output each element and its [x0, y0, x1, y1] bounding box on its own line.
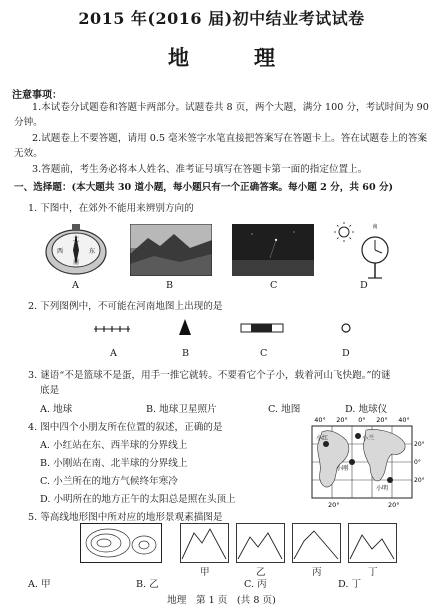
q5-label-yi: 乙	[256, 567, 266, 578]
q1-option-a: A	[72, 280, 79, 291]
q5-option-c: C. 丙	[244, 579, 267, 590]
sun-clock-image	[330, 220, 400, 282]
compass-west-label: 西	[56, 248, 64, 255]
compass-image	[42, 222, 110, 278]
note-item-1: 1.本试卷分试题卷和答题卡两部分。试题卷共 8 页，两个大题，满分 100 分，考试时间为 90 分钟。	[14, 102, 429, 128]
mountain-peak-symbol	[178, 318, 192, 336]
compass-east-label: 东	[88, 248, 96, 255]
map-top-label-5: 40°	[398, 416, 410, 424]
q3-option-c: C. 地图	[268, 404, 301, 415]
q4-option-d: D. 小明所在的地方正午的太阳总是照在头顶上	[40, 494, 236, 505]
question-3-stem-line2: 底是	[40, 385, 60, 396]
compass-north-label: 北	[72, 236, 80, 243]
night-sky-photo	[232, 224, 314, 276]
map-name-xiaogang: 小刚	[336, 465, 349, 472]
scale-bar-symbol	[240, 322, 284, 334]
q5-label-ding: 丁	[368, 567, 378, 578]
q2-option-d: D	[342, 348, 350, 359]
map-name-xiaoming: 小明	[376, 485, 389, 492]
subject-title: 地 理	[168, 45, 297, 70]
q3-option-d: D. 地球仪	[345, 404, 388, 415]
settlement-circle-symbol	[340, 322, 352, 334]
map-top-label-4: 20°	[376, 416, 388, 424]
landscape-sketches	[180, 523, 400, 563]
q5-label-jia: 甲	[200, 567, 210, 578]
q2-option-a: A	[110, 348, 117, 359]
map-right-label-2: 0°	[414, 459, 421, 466]
note-item-2: 2.试题卷上不要答题，请用 0.5 毫米签字水笔直接把答案写在答题卡上。答在试题卷上的答案无效。	[14, 133, 428, 159]
map-top-label-1: 40°	[314, 416, 326, 424]
section-1-heading: 一、选择题：(本大题共 30 道小题，每小题只有一个正确答案。每小题 2 分，共 60 分)	[14, 182, 394, 193]
q2-option-b: B	[182, 348, 190, 359]
page-footer: 地理 第 1 页 (共 8 页)	[167, 595, 276, 606]
map-top-label-3: 0°	[358, 416, 366, 424]
q5-option-b: B. 乙	[136, 579, 159, 590]
note-item-3: 3.答题前，考生务必将本人姓名、准考证号填写在答题卡第一面的指定位置上。	[32, 164, 368, 175]
q5-option-a: A. 甲	[28, 579, 51, 590]
map-right-label-1: 20°	[414, 441, 425, 448]
q1-option-d: D	[360, 280, 368, 291]
map-bottom-label-2: 20°	[388, 501, 400, 509]
map-name-xiaohong: 小红	[316, 435, 329, 442]
mountain-photo	[130, 224, 212, 276]
map-right-label-3: 20°	[414, 477, 425, 484]
sundial-south-label: 南	[372, 224, 378, 230]
q3-option-b: B. 地球卫星照片	[146, 404, 217, 415]
q4-option-c: C. 小兰所在的地方气候终年寒冷	[40, 476, 178, 487]
map-bottom-label-1: 20°	[328, 501, 340, 509]
compass-south-label: 南	[72, 259, 80, 266]
exam-title: 2015 年(2016 届)初中结业考试试卷	[78, 9, 365, 28]
notes-heading: 注意事项：	[12, 90, 62, 101]
question-2-stem: 2. 下列图例中，不可能在河南地图上出现的是	[28, 301, 223, 312]
map-name-xiaolan: 小兰	[362, 435, 375, 442]
latitude-longitude-map	[300, 414, 426, 510]
question-1-stem: 1. 下图中，在郊外不能用来辨别方向的	[28, 203, 194, 214]
q3-option-a: A. 地球	[40, 404, 73, 415]
q4-option-a: A. 小红站在东、西半球的分界线上	[40, 440, 188, 451]
q4-option-b: B. 小刚站在南、北半球的分界线上	[40, 458, 188, 469]
question-4-stem: 4. 图中四个小朋友所在位置的叙述，正确的是	[28, 422, 223, 433]
q5-option-d: D. 丁	[338, 579, 362, 590]
map-top-label-2: 20°	[336, 416, 348, 424]
q5-label-bing: 丙	[312, 567, 322, 578]
railway-symbol	[92, 322, 132, 336]
q1-option-c: C	[270, 280, 278, 291]
question-5-stem: 5. 等高线地形图中所对应的地形景观素描图是	[28, 512, 223, 523]
contour-map-image	[80, 523, 162, 563]
q1-option-b: B	[166, 280, 174, 291]
q2-option-c: C	[260, 348, 268, 359]
question-3-stem-line1: 3. 谜语“不是篮球不是蛋，用手一推它就转。不要看它个子小，载着河山飞快跑。”的谜	[28, 370, 391, 381]
